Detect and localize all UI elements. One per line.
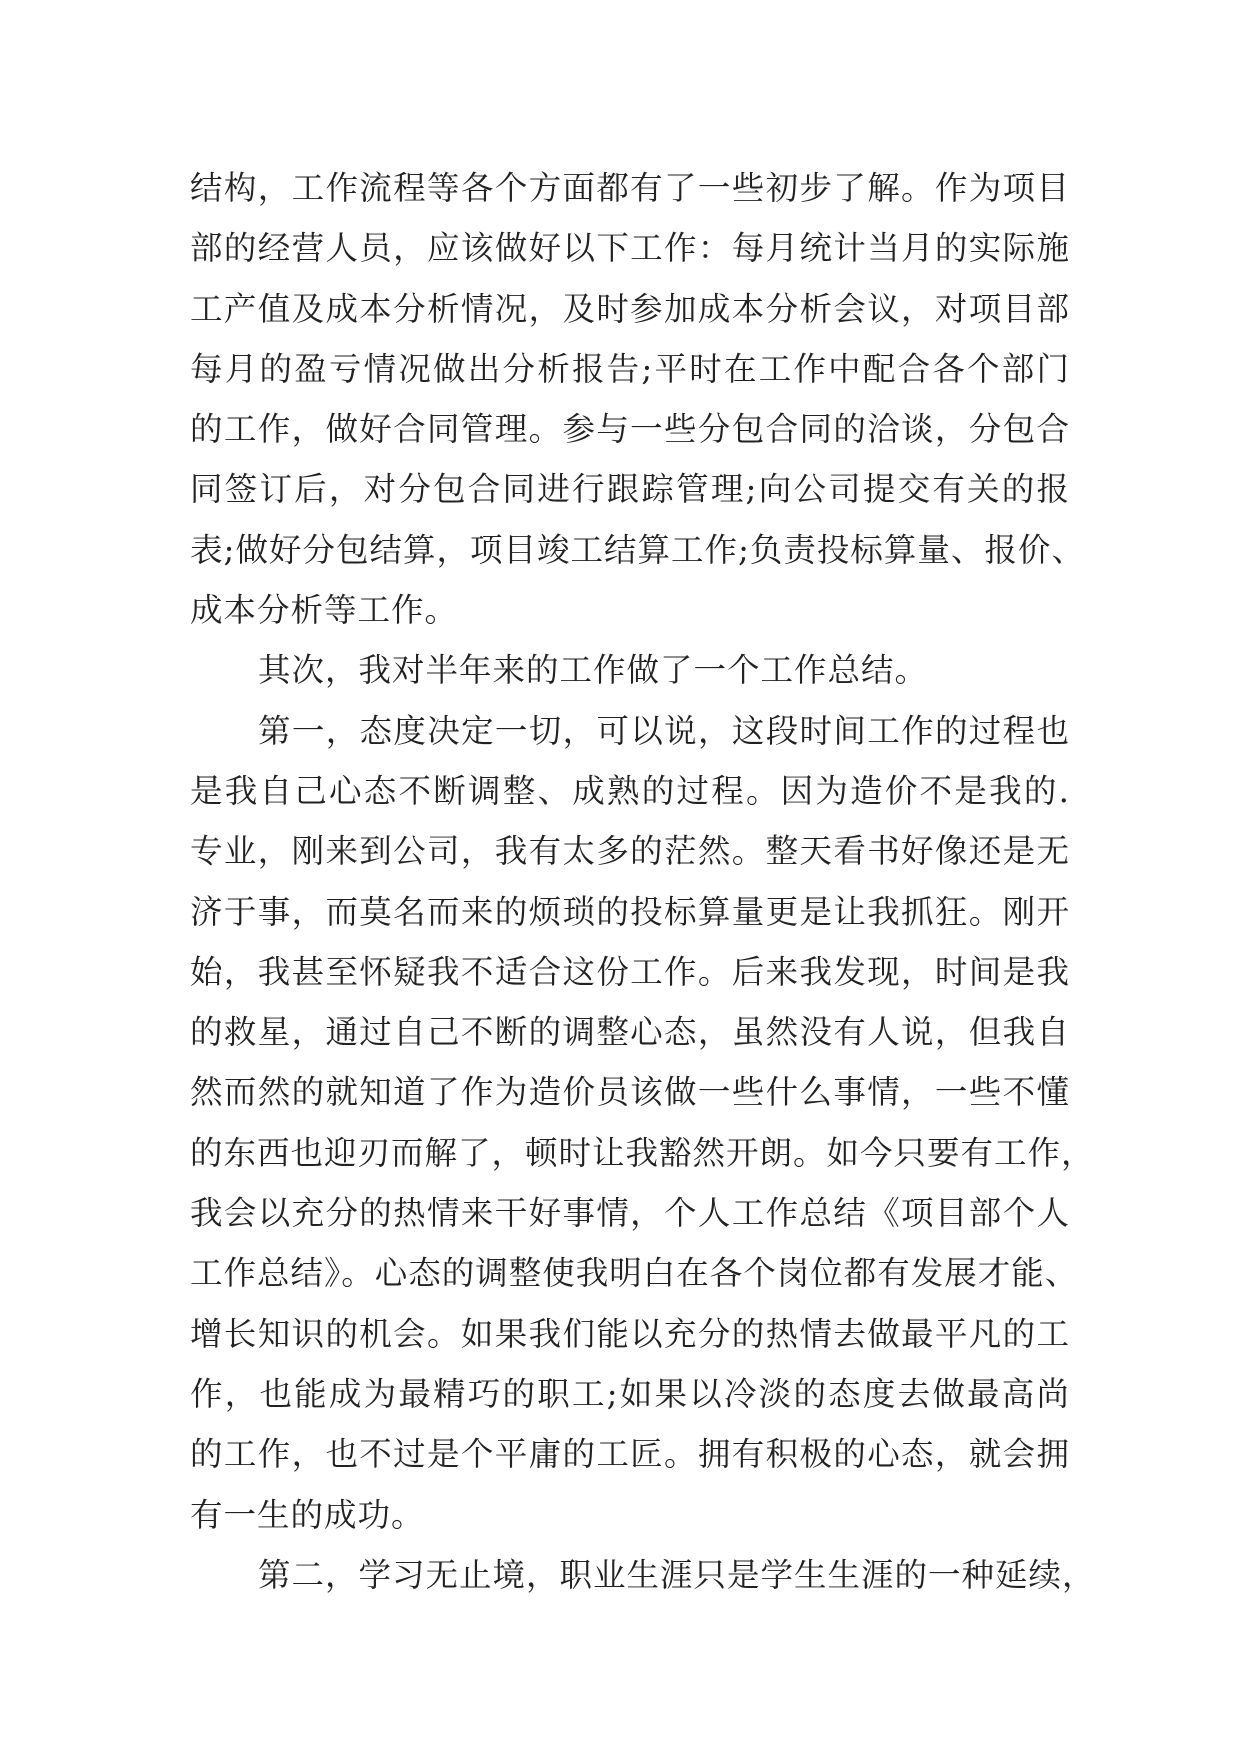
text-line: 同签订后，对分包合同进行跟踪管理;向公司提交有关的报 bbox=[190, 470, 1070, 509]
body-text bbox=[190, 158, 1096, 1605]
text-line: 表;做好分包结算，项目竣工结算工作;负责投标算量、报价、 bbox=[190, 530, 1085, 569]
paragraph-start-line: 第二，学习无止境，职业生涯只是学生生涯的一种延续， bbox=[258, 1555, 1096, 1594]
text-line: 的救星，通过自己不断的调整心态，虽然没有人说，但我自 bbox=[190, 1013, 1070, 1052]
text-line: 的工作，做好合同管理。参与一些分包合同的洽谈，分包合 bbox=[190, 410, 1070, 449]
text-line: 成本分析等工作。 bbox=[190, 591, 459, 630]
text-line: 每月的盈亏情况做出分析报告;平时在工作中配合各个部门 bbox=[190, 349, 1070, 388]
text-line: 有一生的成功。 bbox=[190, 1495, 425, 1534]
paragraph-start-line: 其次，我对半年来的工作做了一个工作总结。 bbox=[258, 651, 929, 690]
text-line: 的工作，也不过是个平庸的工匠。拥有积极的心态，就会拥 bbox=[190, 1435, 1070, 1474]
text-line: 增长知识的机会。如果我们能以充分的热情去做最平凡的工 bbox=[190, 1314, 1070, 1353]
paragraph-start-line: 第一，态度决定一切，可以说，这段时间工作的过程也 bbox=[258, 711, 1070, 750]
text-line: 部的经营人员，应该做好以下工作：每月统计当月的实际施 bbox=[190, 229, 1070, 268]
text-line: 我会以充分的热情来干好事情，个人工作总结《项目部个人 bbox=[190, 1194, 1070, 1233]
text-line: 专业，刚来到公司，我有太多的茫然。整天看书好像还是无 bbox=[190, 832, 1070, 871]
text-line: 济于事，而莫名而来的烦琐的投标算量更是让我抓狂。刚开 bbox=[190, 892, 1070, 931]
text-line: 始，我甚至怀疑我不适合这份工作。后来我发现，时间是我 bbox=[190, 952, 1070, 991]
text-line: 然而然的就知道了作为造价员该做一些什么事情，一些不懂 bbox=[190, 1073, 1070, 1112]
text-line: 作，也能成为最精巧的职工;如果以冷淡的态度去做最高尚 bbox=[190, 1374, 1070, 1413]
text-line: 结构，工作流程等各个方面都有了一些初步了解。作为项目 bbox=[190, 169, 1070, 207]
text-line: 工产值及成本分析情况，及时参加成本分析会议，对项目部 bbox=[190, 289, 1070, 328]
text-line: 工作总结》。心态的调整使我明白在各个岗位都有发展才能、 bbox=[190, 1254, 1079, 1293]
text-line: 的东西也迎刃而解了，顿时让我豁然开朗。如今只要有工作， bbox=[190, 1133, 1095, 1172]
text-line: 是我自己心态不断调整、成熟的过程。因为造价不是我的. bbox=[190, 771, 1070, 810]
